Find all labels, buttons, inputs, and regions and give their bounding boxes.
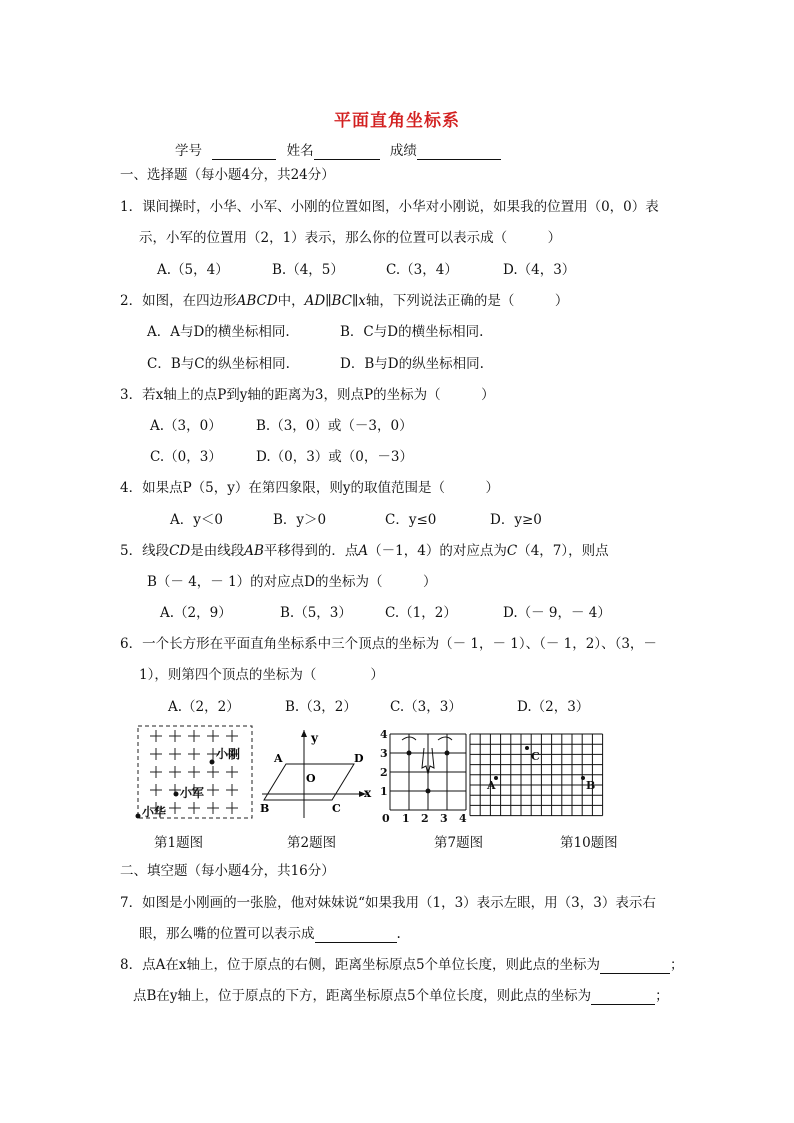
q2-text-3: 轴，下列说法正确的是（ ） — [365, 293, 569, 309]
q8-line2-text: 点B在y轴上，位于原点的下方，距离坐标原点5个单位长度，则此点的坐标为 — [133, 988, 592, 1004]
q7-line1: 7．如图是小刚画的一张脸，他对妹妹说“如果我用（1，3）表示左眼，用（3，3）表示右 — [120, 895, 656, 911]
fig7-left-eye — [407, 751, 412, 756]
fig10-grid — [470, 734, 603, 816]
student-name-blank[interactable] — [314, 145, 380, 160]
q6-option-c[interactable]: C.（3，3） — [390, 699, 462, 715]
q1-option-b[interactable]: B.（4，5） — [272, 262, 344, 278]
q1-line2: 示，小军的位置用（2，1）表示，那么你的位置可以表示成（ ） — [139, 230, 562, 246]
fig1-dot-xiaogang — [210, 760, 215, 765]
q6-option-d[interactable]: D.（2，3） — [517, 699, 590, 715]
q4-option-a[interactable]: A．y＜0 — [170, 512, 223, 528]
fig10-label-a: A — [487, 779, 496, 792]
q8-line1 — [120, 956, 684, 974]
q1-option-c[interactable]: C.（3，4） — [386, 262, 458, 278]
q2-abcd: ABCD — [236, 293, 278, 309]
student-name-label: 姓名 — [286, 143, 314, 159]
fig1-label-xiaogang: 小刚 — [216, 747, 241, 761]
figure-7-caption: 第7题图 — [434, 835, 484, 851]
q3-line1: 3．若x轴上的点P到y轴的距离为3，则点P的坐标为（ ） — [120, 387, 495, 403]
q5-a: A — [358, 543, 369, 559]
fig1-dot-xiaohua — [136, 814, 141, 819]
page-title: 平面直角坐标系 — [334, 111, 460, 131]
fig7-ytick-4: 4 — [380, 728, 388, 741]
q5-option-a[interactable]: A.（2，9） — [160, 605, 232, 621]
q5-option-c[interactable]: C.（1，2） — [385, 605, 457, 621]
q5-c: C — [506, 543, 518, 559]
q8-line2-end: ； — [655, 988, 669, 1004]
q5-text-4: （－1，4）的对应点为 — [368, 543, 507, 559]
fig7-ytick-3: 3 — [380, 747, 388, 760]
fig2-label-x: x — [364, 786, 372, 800]
q4-option-d[interactable]: D．y≥0 — [490, 512, 542, 528]
fig7-xtick-4: 4 — [459, 812, 467, 825]
fig1-label-xiaojun: 小军 — [180, 786, 205, 800]
q2-bc: BC — [331, 293, 353, 309]
q8-answer-a-blank[interactable] — [600, 959, 670, 974]
figure-1-caption: 第1题图 — [154, 835, 204, 851]
q1-option-d[interactable]: D.（4，3） — [503, 262, 576, 278]
q2-parallel-1: ∥ — [325, 293, 332, 309]
fig7-mouth — [426, 789, 431, 794]
fig7-ytick-1: 1 — [380, 785, 388, 798]
fig10-label-b: B — [586, 779, 596, 792]
q5-ab: AB — [244, 543, 264, 559]
q4-option-b[interactable]: B．y＞0 — [273, 512, 327, 528]
fig2-label-y: y — [311, 731, 318, 745]
q5-option-d[interactable]: D.（－ 9，－ 4） — [503, 605, 611, 621]
q7-line2-end: . — [396, 926, 401, 942]
fig1-crosses — [150, 730, 241, 814]
figure-2-caption: 第2题图 — [287, 835, 337, 851]
q5-text-1: 5．线段 — [120, 543, 170, 559]
q2-text-2: 中， — [277, 293, 305, 309]
q1-option-a[interactable]: A.（5，4） — [157, 262, 229, 278]
q5-option-b[interactable]: B.（5，3） — [280, 605, 352, 621]
fig7-right-eye — [445, 751, 450, 756]
q7-answer-blank[interactable] — [315, 928, 397, 943]
student-id-blank[interactable] — [212, 145, 276, 160]
fig2-y-arrow — [301, 730, 307, 737]
score-label: 成绩 — [389, 143, 417, 159]
q6-option-b[interactable]: B.（3，2） — [285, 699, 357, 715]
q5-text-5: （4，7），则点 — [517, 543, 609, 559]
q5-text-2: 是由线段 — [190, 543, 245, 559]
figure-10-grid — [468, 732, 604, 824]
figure-2-quadrilateral — [256, 722, 376, 822]
fig10-dot-b — [581, 776, 585, 780]
q2-option-b[interactable]: B．C与D的横坐标相同. — [340, 324, 484, 340]
figure-1-grid — [134, 722, 256, 822]
student-info — [175, 142, 501, 160]
section1-heading: 一、选择题（每小题4分，共24分） — [120, 167, 335, 183]
q2-parallel-2: ∥ — [352, 293, 359, 309]
fig7-xtick-2: 2 — [421, 812, 429, 825]
q3-option-c[interactable]: C.（0，3） — [150, 449, 222, 465]
fig10-dot-c — [525, 746, 529, 750]
q8-line2 — [133, 987, 669, 1005]
fig10-label-c: C — [531, 750, 540, 763]
fig7-ytick-2: 2 — [380, 766, 388, 779]
fig2-label-c: C — [332, 802, 341, 815]
q3-option-b[interactable]: B.（3，0）或（－3，0） — [256, 418, 413, 434]
q8-answer-b-blank[interactable] — [591, 990, 655, 1005]
q2-ad: AD — [304, 293, 326, 309]
student-id-label: 学号 — [175, 143, 202, 159]
score-blank[interactable] — [417, 145, 501, 160]
fig7-xtick-3: 3 — [440, 812, 448, 825]
fig7-right-eyebrow — [438, 737, 452, 740]
fig1-label-xiaohua: 小华 — [142, 805, 167, 819]
figure-10-caption: 第10题图 — [560, 835, 618, 851]
q8-line1-end: ； — [670, 957, 684, 973]
fig2-label-a: A — [274, 752, 283, 765]
q6-line2: 1），则第四个顶点的坐标为（ ） — [139, 667, 384, 683]
q4-line1: 4．如果点P（5，y）在第四象限，则y的取值范围是（ ） — [120, 480, 500, 496]
fig1-dot-xiaojun — [174, 792, 179, 797]
q2-option-a[interactable]: A．A与D的横坐标相同. — [147, 324, 290, 340]
q2-x: x — [358, 293, 366, 309]
fig7-xtick-0: 0 — [382, 812, 390, 825]
section2-heading: 二、填空题（每小题4分，共16分） — [120, 863, 335, 879]
q5-cd: CD — [169, 543, 191, 559]
q5-line2: B（－ 4，－ 1）的对应点D的坐标为（ ） — [147, 574, 437, 590]
fig7-xtick-1: 1 — [402, 812, 410, 825]
q6-line1: 6．一个长方形在平面直角坐标系中三个顶点的坐标为（－ 1，－ 1）、（－ 1，2）、（3，－ — [120, 636, 657, 652]
q5-line1 — [120, 542, 609, 560]
q3-option-a[interactable]: A.（3，0） — [150, 418, 222, 434]
q4-option-c[interactable]: C．y≤0 — [385, 512, 437, 528]
q6-option-a[interactable]: A.（2，2） — [168, 699, 240, 715]
q7-line2 — [139, 925, 401, 943]
q2-option-d[interactable]: D．B与D的纵坐标相同. — [340, 356, 484, 372]
q1-line1: 1．课间操时，小华、小军、小刚的位置如图，小华对小刚说，如果我的位置用（0，0）表 — [120, 199, 659, 215]
fig2-label-o: O — [306, 772, 316, 785]
q5-text-3: 平移得到的．点 — [263, 543, 359, 559]
q2-text-1: 2．如图，在四边形 — [120, 293, 237, 309]
q8-line1-text: 8．点A在x轴上，位于原点的右侧，距离坐标原点5个单位长度，则此点的坐标为 — [120, 957, 601, 973]
q7-line2-text: 眼，那么嘴的位置可以表示成 — [139, 926, 315, 942]
q2-line1 — [120, 292, 568, 310]
q3-option-d[interactable]: D.（0，3）或（0，－3） — [256, 449, 413, 465]
fig2-label-d: D — [354, 752, 364, 765]
fig2-label-b: B — [260, 802, 270, 815]
figure-7-face-grid — [380, 726, 470, 826]
q2-option-c[interactable]: C．B与C的纵坐标相同. — [147, 356, 290, 372]
